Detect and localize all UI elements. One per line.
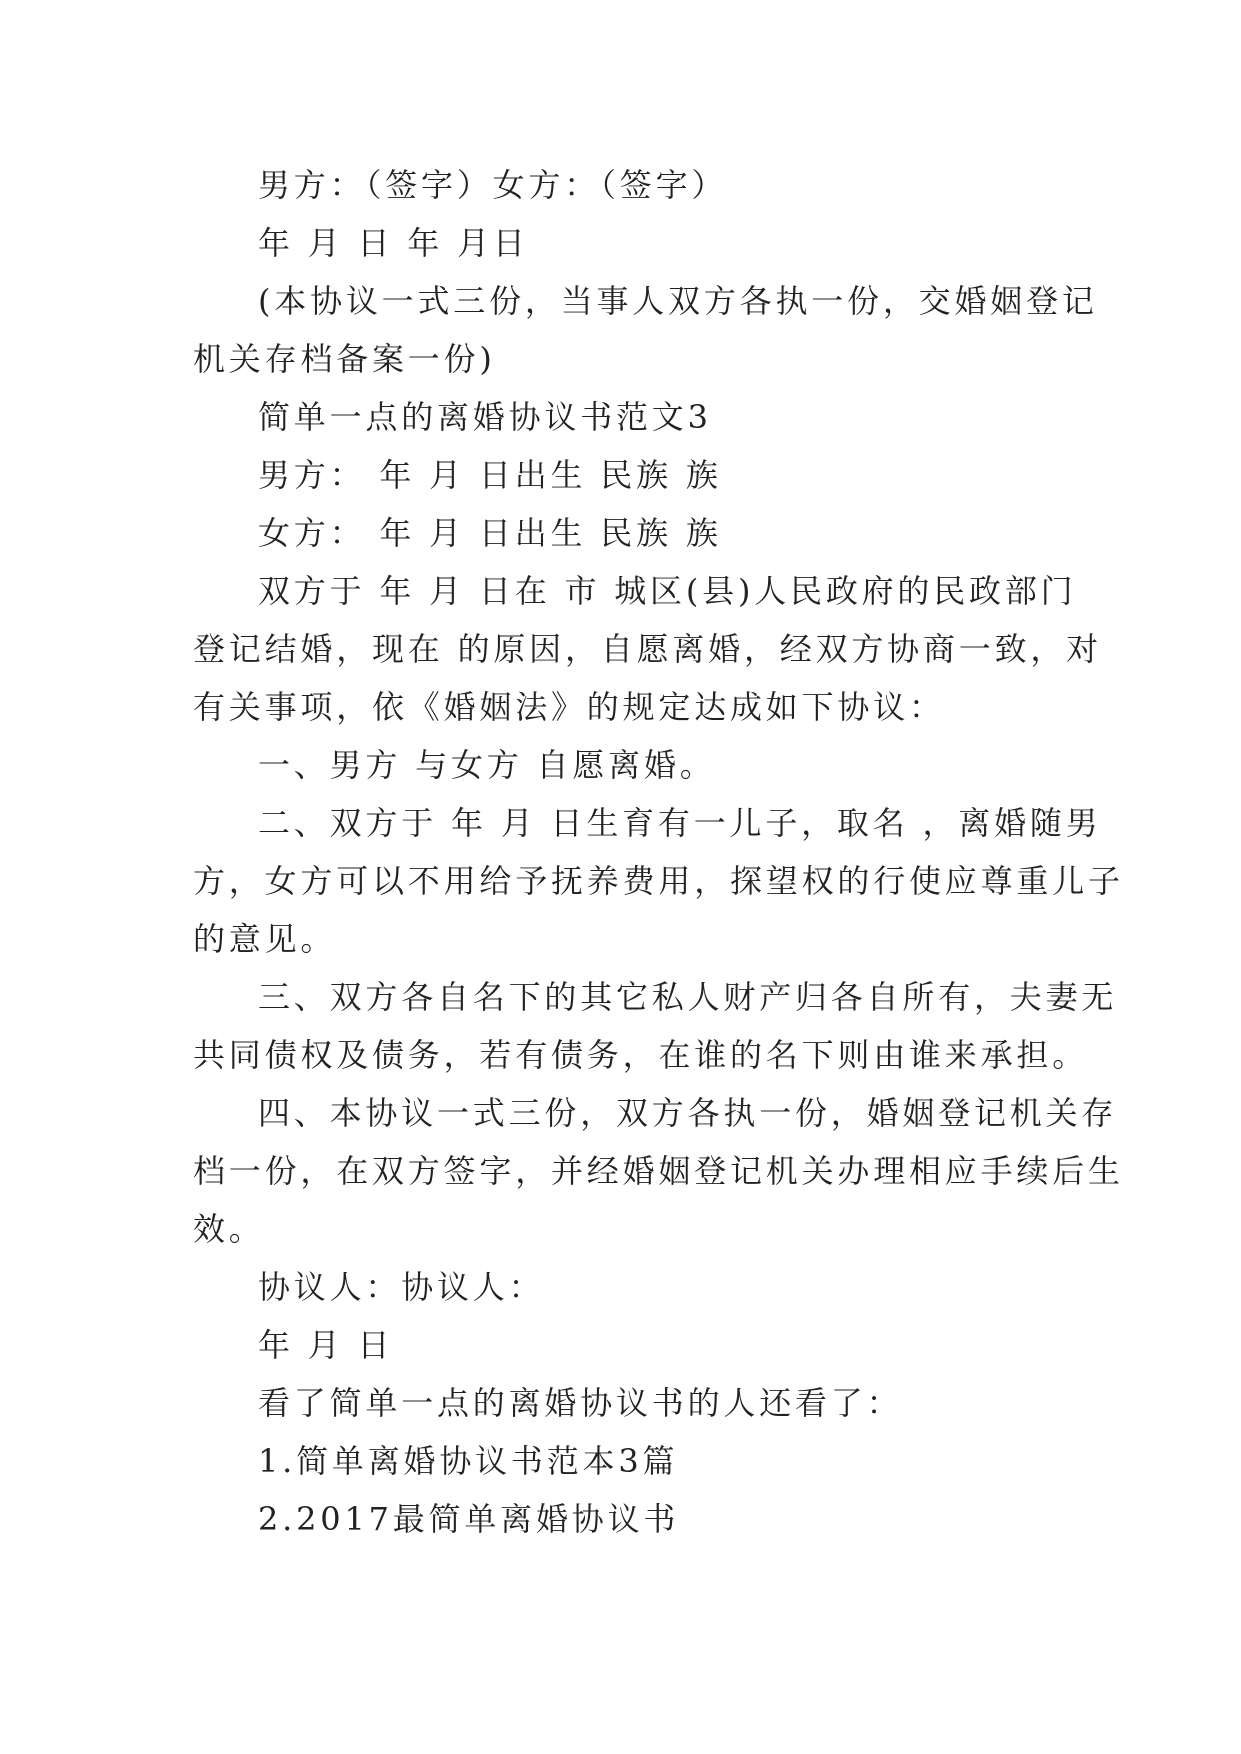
date-line: 年 月 日 年 月日 — [258, 224, 529, 262]
related-heading: 看了简单一点的离婚协议书的人还看了： — [258, 1384, 903, 1422]
preamble-line-3: 有关事项，依《婚姻法》的规定达成如下协议： — [193, 688, 945, 726]
clause-3-line-1: 三、双方各自名下的其它私人财产归各自所有，夫妻无 — [258, 978, 1118, 1016]
clause-2-line-2: 方，女方可以不用给予抚养费用，探望权的行使应尊重儿子 — [193, 862, 1124, 900]
related-link-1[interactable]: 1.简单离婚协议书范本3篇 — [258, 1442, 679, 1480]
clause-3-line-2: 共同债权及债务，若有债务，在谁的名下则由谁来承担。 — [193, 1036, 1089, 1074]
copies-note-line-1: (本协议一式三份，当事人双方各执一份，交婚姻登记 — [258, 282, 1098, 320]
clause-4-line-3: 效。 — [193, 1210, 265, 1248]
signatories-line: 协议人：协议人： — [258, 1268, 545, 1306]
preamble-line-2: 登记结婚，现在 的原因，自愿离婚，经双方协商一致，对 — [193, 630, 1102, 668]
final-date-line: 年 月 日 — [258, 1326, 394, 1364]
section-heading: 简单一点的离婚协议书范文3 — [258, 398, 712, 436]
male-party-line: 男方： 年 月 日出生 民族 族 — [258, 456, 722, 494]
related-link-2[interactable]: 2.2017最简单离婚协议书 — [258, 1500, 680, 1538]
clause-4-line-2: 档一份，在双方签字，并经婚姻登记机关办理相应手续后生 — [193, 1152, 1124, 1190]
signature-line: 男方：（签字）女方：（签字） — [258, 166, 728, 204]
copies-note-line-2: 机关存档备案一份) — [193, 340, 496, 378]
clause-1: 一、男方 与女方 自愿离婚。 — [258, 746, 716, 784]
preamble-line-1: 双方于 年 月 日在 市 城区(县)人民政府的民政部门 — [258, 572, 1077, 610]
clause-2-line-3: 的意见。 — [193, 920, 337, 958]
clause-4-line-1: 四、本协议一式三份，双方各执一份，婚姻登记机关存 — [258, 1094, 1118, 1132]
clause-2-line-1: 二、双方于 年 月 日生育有一儿子，取名 ，离婚随男 — [258, 804, 1102, 842]
female-party-line: 女方： 年 月 日出生 民族 族 — [258, 514, 722, 552]
